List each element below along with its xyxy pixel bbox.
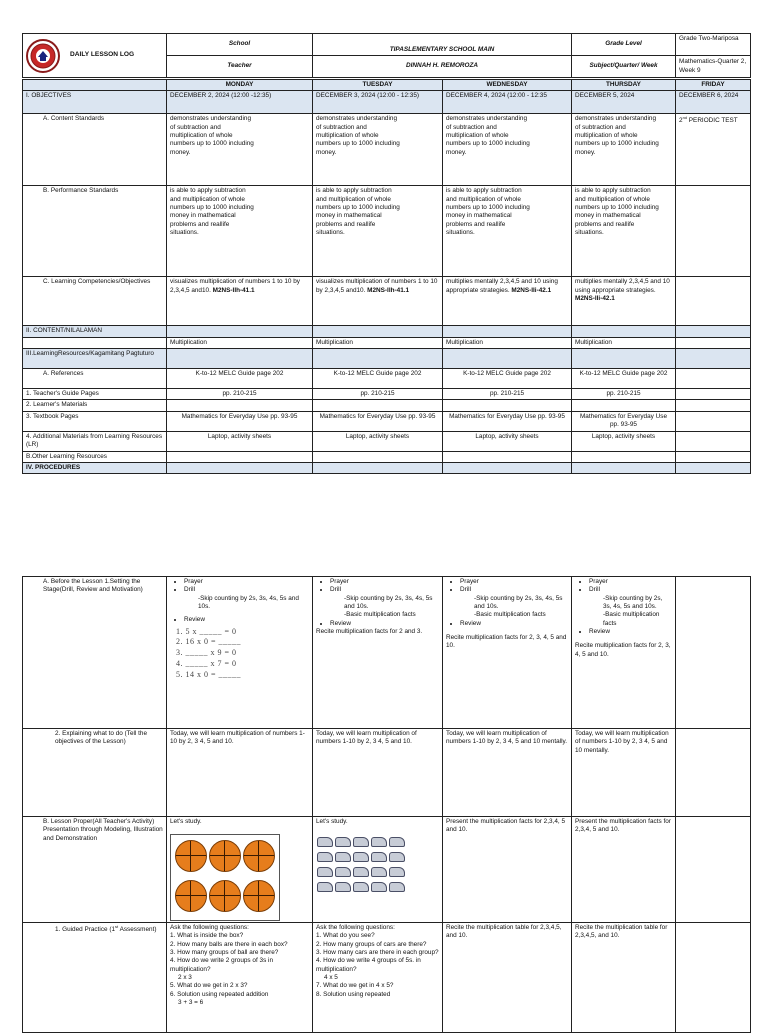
guided-tue: Ask the following questions: 1. What do you see? 2. How many groups of cars are there? 3. How many cars are there in each group? 4. How do we write 4 groups of 5s. in multiplication? 4 x 5 7. What do we get in 4 x 5? 8. Solution using repeated [313, 922, 443, 1032]
guided-practice-label: 1. Guided Practice (1st Assessment) [23, 922, 167, 1032]
lesson-proper-label: B. Lesson Proper(All Teacher's Activity) Presentation through Modeling, Illustration and Demonstration [23, 817, 167, 923]
competencies-fri [676, 277, 751, 326]
procedures-label: IV. PROCEDURES [23, 462, 167, 473]
am-thu: Laptop, activity sheets [572, 431, 676, 451]
subject-value: Mathematics-Quarter 2, Week 9 [676, 56, 751, 78]
lesson-proper-tue: Let's study. [313, 817, 443, 923]
basketball-icon [209, 880, 241, 912]
tb-tue: Mathematics for Everyday Use pp. 93-95 [313, 411, 443, 431]
subject-label: Subject/Quarter/ Week [572, 56, 676, 78]
car-icon [353, 867, 369, 877]
day-tuesday: TUESDAY [313, 80, 443, 91]
procedures-table [22, 576, 751, 1033]
school-label: School [167, 34, 313, 56]
car-icon [335, 867, 351, 877]
lesson-proper-mon: Let's study. [167, 817, 313, 923]
performance-standards-thu: is able to apply subtraction and multiplication of whole numbers up to 1000 including money in mathematical problems and reallife situations. [572, 186, 676, 277]
references-tue: K-to-12 MELC Guide page 202 [313, 368, 443, 388]
competencies-mon: visualizes multiplication of numbers 1 to 10 by 2,3,4,5 and10. M2NS-IIh-41.1 [167, 277, 313, 326]
tg-tue: pp. 210-215 [313, 388, 443, 399]
lesson-log-table-main [22, 79, 751, 474]
references-mon: K-to-12 MELC Guide page 202 [167, 368, 313, 388]
am-label: 4. Additional Materials from Learning Resources (LR) [23, 431, 167, 451]
car-icon [317, 852, 333, 862]
basketball-icon [243, 840, 275, 872]
explaining-tue: Today, we will learn multiplication of numbers 1-10 by 2, 3 4, 5 and 10. [313, 729, 443, 817]
car-icon [335, 882, 351, 892]
content-wed: Multiplication [443, 337, 572, 348]
performance-standards-tue: is able to apply subtraction and multiplication of whole numbers up to 1000 including money in mathematical problems and reallife situations. [313, 186, 443, 277]
date-friday: DECEMBER 6, 2024 [676, 91, 751, 114]
car-icon [317, 837, 333, 847]
lesson-log-table-top [22, 33, 751, 78]
am-tue: Laptop, activity sheets [313, 431, 443, 451]
car-icon [335, 852, 351, 862]
car-icon [389, 837, 405, 847]
content-standards-thu: demonstrates understanding of subtraction and multiplication of whole numbers up to 1000 including money. [572, 114, 676, 186]
review-items: 1. 5 x _____ = 0 2. 16 x 0 = _____ 3. _____ x 9 = 0 4. _____ x 7 = 0 5. 14 x 0 = _____ [176, 626, 242, 679]
day-thursday: THURSDAY [572, 80, 676, 91]
lesson-proper-wed: Present the multiplication facts for 2,3,4, 5 and 10. [443, 817, 572, 923]
content-mon: Multiplication [167, 337, 313, 348]
day-wednesday: WEDNESDAY [443, 80, 572, 91]
car-icon [317, 882, 333, 892]
before-thu: • Prayer • Drill -Skip counting by 2s, 3s, 4s, 5s and 10s. -Basic multiplication facts • Review Recite multiplication facts for 2, 3, 4, 5 and 10. [572, 577, 676, 729]
before-wed: • Prayer • Drill -Skip counting by 2s, 3s, 4s, 5s and 10s. -Basic multiplication facts • Review Recite multiplication facts for 2, 3, 4, 5 and 10. [443, 577, 572, 729]
date-monday: DECEMBER 2, 2024 (12:00 -12:35) [167, 91, 313, 114]
content-standards-tue: demonstrates understanding of subtraction and multiplication of whole numbers up to 1000 including money. [313, 114, 443, 186]
performance-standards-wed: is able to apply subtraction and multiplication of whole numbers up to 1000 including money in mathematical problems and reallife situations. [443, 186, 572, 277]
guided-thu: Recite the multiplication table for 2,3,4,5, and 10. [572, 922, 676, 1032]
tg-wed: pp. 210-215 [443, 388, 572, 399]
guided-wed: Recite the multiplication table for 2,3,4,5, and 10. [443, 922, 572, 1032]
tg-label: 1. Teacher's Guide Pages [23, 388, 167, 399]
references-thu: K-to-12 MELC Guide page 202 [572, 368, 676, 388]
lesson-proper-fri [676, 817, 751, 923]
content-tue: Multiplication [313, 337, 443, 348]
tb-wed: Mathematics for Everyday Use pp. 93-95 [443, 411, 572, 431]
grade-value: Grade Two-Mariposa [676, 34, 751, 56]
tb-mon: Mathematics for Everyday Use pp. 93-95 [167, 411, 313, 431]
tb-label: 3. Textbook Pages [23, 411, 167, 431]
car-icon [389, 852, 405, 862]
date-tuesday: DECEMBER 3, 2024 (12:00 - 12:35) [313, 91, 443, 114]
basketball-groups-figure [170, 834, 280, 921]
periodic-test: 2nd PERIODIC TEST [676, 114, 751, 186]
before-mon: • Prayer • Drill -Skip counting by 2s, 3s, 4s, 5s and 10s. • Review 1. 5 x _____ = 0 2. 16 x 0 = _____ 3. _____ x 9 = 0 4. _____ x 7 = 0 5. 14 x 0 = _____ [167, 577, 313, 729]
references-label: A. References [23, 368, 167, 388]
lm-label: 2. Learner's Materials [23, 400, 167, 411]
content-thu: Multiplication [572, 337, 676, 348]
basketball-icon [175, 880, 207, 912]
competencies-thu: multiplies mentally 2,3,4,5 and 10 using appropriate strategies. M2NS-IIi-42.1 [572, 277, 676, 326]
school-seal-icon [26, 39, 60, 73]
am-wed: Laptop, activity sheets [443, 431, 572, 451]
am-mon: Laptop, activity sheets [167, 431, 313, 451]
car-icon [353, 837, 369, 847]
car-icon [371, 867, 387, 877]
car-icon [353, 882, 369, 892]
teacher-value: DINNAH H. REMOROZA [313, 56, 572, 78]
content-standards-label: A. Content Standards [23, 114, 167, 186]
basketball-icon [243, 880, 275, 912]
before-fri [676, 577, 751, 729]
competencies-tue: visualizes multiplication of numbers 1 to 10 by 2,3,4,5 and10. M2NS-IIh-41.1 [313, 277, 443, 326]
guided-mon: Ask the following questions: 1. What is inside the box? 2. How many balls are there in each box? 3. How many groups of ball are there? 4. How do we write 2 groups of 3s in multiplication? 2 x 3 5. What do we get in 2 x 3? 6. Solution using repeated addition 3 + 3 = 6 [167, 922, 313, 1032]
references-wed: K-to-12 MELC Guide page 202 [443, 368, 572, 388]
tg-thu: pp. 210-215 [572, 388, 676, 399]
car-icon [389, 867, 405, 877]
teacher-label: Teacher [167, 56, 313, 78]
performance-standards-label: B. Performance Standards [23, 186, 167, 277]
before-lesson-label: A. Before the Lesson 1.Setting the Stage(Drill, Review and Motivation) [23, 577, 167, 729]
car-icon [353, 852, 369, 862]
guided-fri [676, 922, 751, 1032]
explaining-mon: Today, we will learn multiplication of numbers 1-10 by 2, 3 4, 5 and 10. [167, 729, 313, 817]
performance-standards-mon: is able to apply subtraction and multiplication of whole numbers up to 1000 including money in mathematical problems and reallife situations. [167, 186, 313, 277]
explaining-thu: Today, we will learn multiplication of numbers 1-10 by 2, 3 4, 5 and 10 mentally. [572, 729, 676, 817]
date-wednesday: DECEMBER 4, 2024 (12:00 - 12:35 [443, 91, 572, 114]
explaining-fri [676, 729, 751, 817]
car-icon [317, 867, 333, 877]
tb-thu: Mathematics for Everyday Use pp. 93-95 [572, 411, 676, 431]
competencies-label: C. Learning Competencies/Objectives [23, 277, 167, 326]
car-icon [371, 837, 387, 847]
content-standards-wed: demonstrates understanding of subtraction and multiplication of whole numbers up to 1000 including money. [443, 114, 572, 186]
grade-label: Grade Level [572, 34, 676, 56]
performance-standards-fri [676, 186, 751, 277]
content-standards-mon: demonstrates understanding of subtraction and multiplication of whole numbers up to 1000 including money. [167, 114, 313, 186]
basketball-icon [209, 840, 241, 872]
resources-label: III.LearningResources/Kagamitang Pagtuturo [23, 348, 167, 368]
car-icon [389, 882, 405, 892]
competencies-wed: multiplies mentally 2,3,4,5 and 10 using appropriate strategies. M2NS-IIi-42.1 [443, 277, 572, 326]
explaining-label: 2. Explaining what to do (Tell the objectives of the Lesson) [23, 729, 167, 817]
day-monday: MONDAY [167, 80, 313, 91]
logo-title-cell [23, 34, 167, 78]
car-icon [371, 852, 387, 862]
car-icon [371, 882, 387, 892]
tg-mon: pp. 210-215 [167, 388, 313, 399]
log-title: DAILY LESSON LOG [70, 51, 135, 59]
before-tue: • Prayer • Drill -Skip counting by 2s, 3s, 4s, 5s and 10s. -Basic multiplication facts • Review Recite multiplication facts for 2 and 3. [313, 577, 443, 729]
basketball-icon [175, 840, 207, 872]
cars-groups-figure [316, 836, 439, 896]
content-label: II. CONTENT/NILALAMAN [23, 326, 167, 337]
school-value: TIPASLEMENTARY SCHOOL MAIN [313, 34, 572, 56]
olr-label: B.Other Learning Resources [23, 451, 167, 462]
lesson-proper-thu: Present the multiplication facts for 2,3,4, 5 and 10. [572, 817, 676, 923]
objectives-label: I. OBJECTIVES [23, 91, 167, 114]
date-thursday: DECEMBER 5, 2024 [572, 91, 676, 114]
day-header-blank [23, 80, 167, 91]
day-friday: FRIDAY [676, 80, 751, 91]
car-icon [335, 837, 351, 847]
explaining-wed: Today, we will learn multiplication of numbers 1-10 by 2, 3 4, 5 and 10 mentally. [443, 729, 572, 817]
